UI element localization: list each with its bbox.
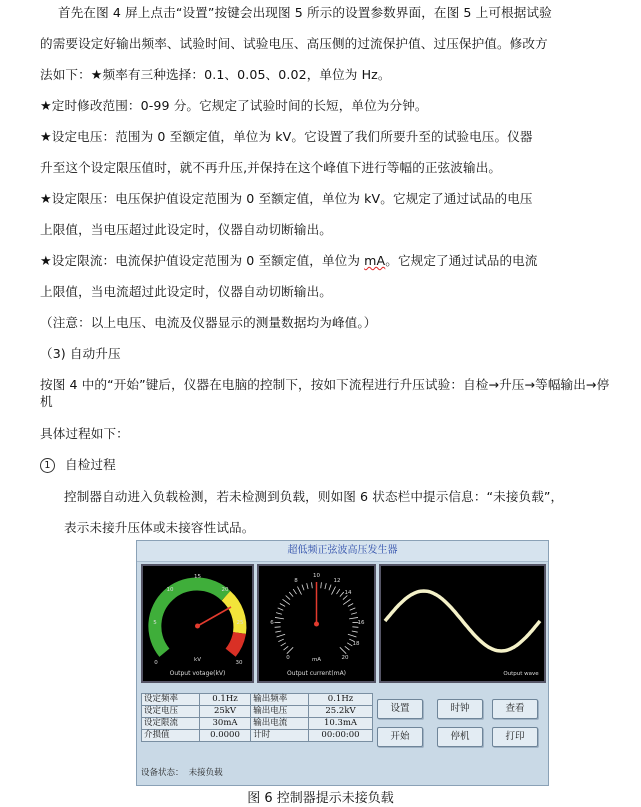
paragraph-4-line-2: 上限值，当电压超过此设定时，仪器自动切断输出。 bbox=[40, 222, 332, 237]
param-value: 0.1Hz bbox=[309, 694, 373, 706]
param-label: 介损值 bbox=[142, 730, 200, 742]
current-tick-mark bbox=[343, 599, 350, 604]
current-tick-18: 18 bbox=[352, 641, 360, 647]
current-tick-mark bbox=[302, 585, 304, 591]
current-tick-8: 8 bbox=[294, 578, 298, 584]
current-tick-mark bbox=[275, 617, 284, 618]
table-row bbox=[142, 730, 373, 742]
star-icon: ★ bbox=[40, 254, 52, 269]
param-label: 设定电压 bbox=[142, 706, 200, 718]
step-heading bbox=[40, 456, 630, 473]
current-tick-12: 12 bbox=[333, 578, 341, 584]
current-tick-mark bbox=[276, 613, 282, 615]
paragraph-1-line-3 bbox=[40, 66, 630, 84]
current-tick-mark bbox=[345, 646, 350, 650]
current-tick-mark bbox=[286, 595, 290, 599]
current-tick-mark bbox=[307, 583, 308, 589]
param-value: 00:00:00 bbox=[309, 730, 373, 742]
voltage-needle bbox=[198, 607, 232, 626]
param-value: 30mA bbox=[199, 718, 250, 730]
waveform-label: Output wave bbox=[503, 671, 539, 677]
current-tick-mark bbox=[278, 639, 283, 642]
paragraph-1-line-2: 的需要设定好输出频率、试验时间、试验电压、高压侧的过流保护值、过压保护值。修改方 bbox=[40, 36, 548, 51]
current-tick-20: 20 bbox=[341, 655, 349, 661]
param-value: 0.1Hz bbox=[199, 694, 250, 706]
paragraph-1-frequency: 频率有三种选择：0.1、0.05、0.02，单位为 Hz。 bbox=[102, 67, 391, 82]
paragraph-1-line-1: 首先在图 4 屏上点击“设置”按键会出现图 5 所示的设置参数界面，在图 5 上可根据试验 bbox=[58, 5, 552, 20]
current-needle-hub bbox=[314, 622, 319, 627]
current-tick-mark bbox=[329, 585, 331, 591]
param-value: 25.2kV bbox=[309, 706, 373, 718]
paragraph-8-line-1: 控制器自动进入负载检测，若未检测到负载，则如图 6 状态栏中提示信息：“未接负载”， bbox=[64, 489, 564, 504]
paragraph-5-text: 设定限流：电流保护值设定范围为 0 至额定值，单位为 bbox=[51, 253, 365, 268]
param-label: 计时 bbox=[251, 730, 309, 742]
paragraph-8-line-2: 表示未接升压体或未接容性试品。 bbox=[64, 520, 255, 535]
voltage-tick-0: 0 bbox=[154, 660, 158, 666]
current-tick-6: 6 bbox=[270, 620, 274, 626]
param-value: 10.3mA bbox=[309, 718, 373, 730]
table-row bbox=[142, 706, 373, 718]
param-label: 输出频率 bbox=[251, 694, 309, 706]
paragraph-4-text: 设定限压：电压保护值设定范围为 0 至额定值，单位为 kV。它规定了通过试品的电压 bbox=[51, 191, 533, 206]
voltage-gauge-green-arc bbox=[155, 584, 226, 653]
settings-button[interactable]: 设置 bbox=[377, 699, 423, 719]
current-tick-mark bbox=[340, 647, 346, 653]
current-tick-mark bbox=[343, 595, 347, 599]
voltage-gauge-yellow-arc bbox=[226, 596, 240, 633]
note: （注意：以上电压、电流及仪器显示的测量数据均为峰值。） bbox=[40, 315, 377, 330]
table-row bbox=[142, 718, 373, 730]
voltage-tick-5: 5 bbox=[153, 620, 157, 626]
voltage-tick-25: 25 bbox=[236, 620, 244, 626]
paragraph-5-text-end: 。它规定了通过试品的电流 bbox=[385, 253, 538, 268]
status-bar: 设备状态： 未接负载 bbox=[141, 768, 223, 778]
param-value: 25kV bbox=[199, 706, 250, 718]
current-tick-mark bbox=[281, 643, 286, 646]
current-tick-mark bbox=[297, 587, 301, 595]
section-heading: （3) 自动升压 bbox=[40, 346, 121, 361]
current-tick-mark bbox=[283, 599, 290, 604]
current-tick-mark bbox=[293, 589, 296, 594]
voltage-gauge bbox=[143, 566, 252, 681]
voltage-tick-30: 30 bbox=[235, 660, 243, 666]
param-label: 设定限流 bbox=[142, 718, 200, 730]
clock-button[interactable]: 时钟 bbox=[437, 699, 483, 719]
paragraph-5-unit: mA bbox=[364, 253, 386, 268]
current-tick-16: 16 bbox=[357, 620, 365, 626]
step-number-circle: 1 bbox=[40, 458, 55, 473]
voltage-tick-20: 20 bbox=[221, 587, 229, 593]
current-tick-mark bbox=[348, 634, 357, 637]
current-tick-mark bbox=[350, 608, 356, 610]
current-tick-10: 10 bbox=[313, 573, 320, 579]
current-gauge bbox=[259, 566, 374, 681]
current-gauge-label: Output current(mA) bbox=[286, 670, 347, 677]
current-tick-mark bbox=[352, 631, 358, 632]
current-tick-14: 14 bbox=[344, 590, 352, 596]
param-label: 设定频率 bbox=[142, 694, 200, 706]
paragraph-4-line-1 bbox=[40, 190, 630, 208]
voltage-tick-10: 10 bbox=[166, 587, 174, 593]
paragraph-2 bbox=[40, 97, 630, 115]
current-tick-mark bbox=[289, 592, 293, 597]
print-button[interactable]: 打印 bbox=[492, 727, 538, 747]
waveform-chart bbox=[381, 566, 544, 681]
controller-window bbox=[136, 540, 549, 786]
star-icon: ★ bbox=[40, 130, 52, 145]
current-tick-mark bbox=[312, 582, 313, 588]
voltage-gauge-panel bbox=[141, 564, 254, 683]
voltage-gauge-red-arc bbox=[231, 633, 240, 653]
current-gauge-panel bbox=[257, 564, 376, 683]
paragraph-5-line-2: 上限值，当电流超过此设定时，仪器自动切断输出。 bbox=[40, 284, 332, 299]
current-tick-mark bbox=[287, 647, 293, 653]
current-tick-mark bbox=[321, 582, 322, 588]
voltage-unit: kV bbox=[194, 657, 201, 663]
current-tick-0: 0 bbox=[286, 655, 290, 661]
current-tick-mark bbox=[337, 589, 340, 594]
star-icon: ★ bbox=[40, 192, 52, 207]
current-unit: mA bbox=[311, 657, 322, 663]
voltage-gauge-label: Output votage(kV) bbox=[169, 670, 226, 677]
output-sine-wave bbox=[385, 591, 540, 651]
paragraph-1-prefix: 法如下： bbox=[40, 67, 91, 82]
param-label: 输出电流 bbox=[251, 718, 309, 730]
star-icon: ★ bbox=[90, 68, 103, 83]
paragraph-3-text: 设定电压：范围为 0 至额定值，单位为 kV。它设置了我们所要升至的试验电压。仪器 bbox=[51, 129, 533, 144]
view-button[interactable]: 查看 bbox=[492, 699, 538, 719]
waveform-panel bbox=[379, 564, 546, 683]
table-row bbox=[142, 694, 373, 706]
voltage-needle-hub bbox=[195, 624, 200, 629]
voltage-tick-15: 15 bbox=[194, 574, 201, 580]
paragraph-7: 具体过程如下： bbox=[40, 426, 129, 441]
step-title: 自检过程 bbox=[65, 457, 116, 472]
current-tick-mark bbox=[340, 592, 344, 597]
star-icon: ★ bbox=[40, 99, 52, 114]
current-tick-mark bbox=[331, 587, 335, 595]
param-label: 输出电压 bbox=[251, 706, 309, 718]
param-value: 0.0000 bbox=[199, 730, 250, 742]
figure-caption: 图 6 控制器提示未接负载 bbox=[247, 791, 394, 806]
current-tick-mark bbox=[348, 603, 353, 606]
current-tick-mark bbox=[351, 613, 357, 615]
paragraph-6: 按图 4 中的“开始”键后，仪器在电脑的控制下，按如下流程进行升压试验：自检→升压→等幅输出→停机 bbox=[40, 377, 610, 409]
paragraph-2-text: 定时修改范围：0-99 分。它规定了试验时间的长短，单位为分钟。 bbox=[51, 98, 428, 113]
stop-button[interactable]: 停机 bbox=[437, 727, 483, 747]
start-button[interactable]: 开始 bbox=[377, 727, 423, 747]
paragraph-3-line-2: 升至这个设定限压值时，就不再升压,并保持在这个峰值下进行等幅的正弦波输出。 bbox=[40, 160, 502, 175]
current-tick-mark bbox=[280, 603, 285, 606]
current-tick-mark bbox=[275, 631, 281, 632]
window-title: 超低频正弦波高压发生器 bbox=[137, 541, 548, 562]
paragraph-3-line-1 bbox=[40, 128, 630, 146]
parameter-table bbox=[141, 693, 373, 742]
current-tick-mark bbox=[325, 583, 326, 589]
current-tick-mark bbox=[277, 634, 286, 637]
current-tick-mark bbox=[284, 646, 289, 650]
current-tick-mark bbox=[349, 617, 358, 618]
current-tick-mark bbox=[278, 608, 284, 610]
paragraph-5-line-1 bbox=[40, 252, 630, 270]
